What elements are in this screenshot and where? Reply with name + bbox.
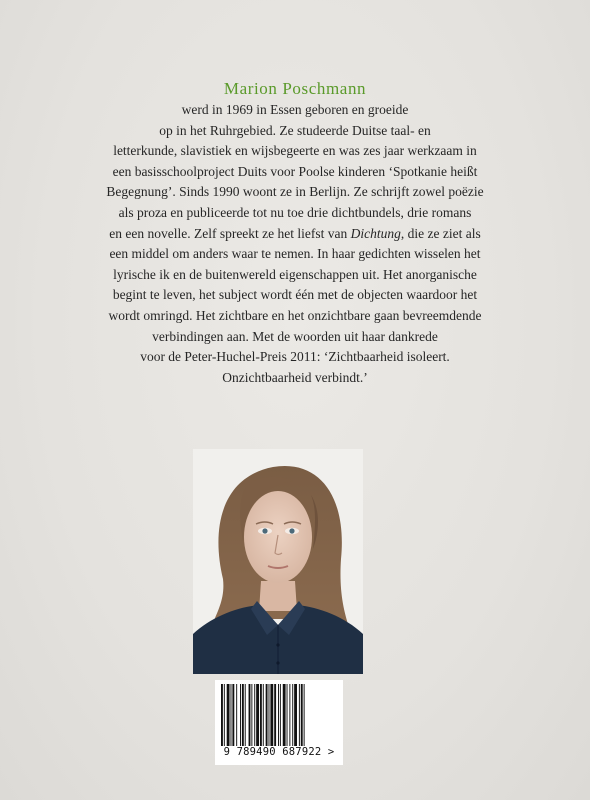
italic-term: Dichtung (350, 225, 401, 241)
barcode-bar (245, 684, 246, 746)
author-biography (0, 100, 590, 388)
barcode-bar (289, 684, 290, 746)
barcode-bar (299, 684, 300, 746)
bio-line: op in het Ruhrgebied. Ze studeerde Duitse taal- en (159, 122, 431, 138)
author-photo (193, 449, 363, 674)
barcode-bar (274, 684, 276, 746)
bio-line: voor de Peter-Huchel-Preis 2011: ‘Zichtbaarheid isoleert. (140, 349, 450, 365)
barcode-bar (301, 684, 303, 746)
author-name: Marion Poschmann (223, 79, 367, 98)
bio-line: werd in 1969 in Essen geboren en groeide (181, 102, 409, 117)
barcode-bar (251, 684, 252, 746)
bio-line: Onzichtbaarheid verbindt.’ (222, 369, 368, 385)
barcode-bar (280, 684, 281, 746)
barcode-bar (232, 684, 234, 746)
barcode-bar (242, 684, 244, 746)
bio-line: verbindingen aan. Met de woorden uit haar dankrede (152, 328, 438, 344)
barcode-bar (227, 684, 230, 746)
isbn-barcode (215, 680, 343, 765)
bio-line (0, 224, 590, 245)
barcode-bar (236, 684, 237, 746)
barcode-bar (283, 684, 286, 746)
bio-line-text: , die ze ziet als (400, 225, 481, 241)
barcode-bar (240, 684, 241, 746)
barcode-bar (263, 684, 264, 746)
barcode-bar (249, 684, 251, 746)
bio-line: wordt omringd. Het zichtbare en het onzichtbare gaan bevreemdende (108, 307, 482, 323)
barcode-bar (260, 684, 262, 746)
barcode-bar (224, 684, 225, 746)
bio-line: lyrische ik en de buitenwereld eigenschappen uit. Het anorganische (113, 266, 477, 282)
bio-line: als proza en publiceerde tot nu toe drie dichtbundels, drie romans (118, 204, 472, 220)
barcode-bar (269, 684, 270, 746)
barcode-bar (292, 684, 293, 746)
bio-line: begint te leven, het subject wordt één met de objecten waardoor het (112, 287, 478, 303)
bio-line: letterkunde, slavistiek en wijsbegeerte en was zes jaar werkzaam in (113, 143, 477, 159)
bio-line: een middel om anders waar te nemen. In haar gedichten wisselen het (109, 246, 481, 262)
bio-line: Begegnung’. Sinds 1990 woont ze in Berlijn. Ze schrijft zowel poëzie (106, 184, 484, 200)
barcode-bar (221, 684, 223, 746)
barcode-bar (278, 684, 279, 746)
bio-line: een basisschoolproject Duits voor Poolse kinderen ‘Spotkanie heißt (112, 163, 478, 179)
barcode-bar (270, 684, 273, 746)
barcode-bar (254, 684, 255, 746)
barcode-bar (304, 684, 305, 746)
barcode-bar (266, 684, 268, 746)
barcode-bars (221, 684, 337, 746)
barcode-bar (256, 684, 259, 746)
barcode-bar (294, 684, 297, 746)
barcode-bar (231, 684, 232, 746)
isbn-number: 9 789490 687922 > (223, 746, 335, 758)
bio-line-text: en een novelle. Zelf spreekt ze het liefst van (109, 225, 348, 241)
barcode-bar (287, 684, 288, 746)
